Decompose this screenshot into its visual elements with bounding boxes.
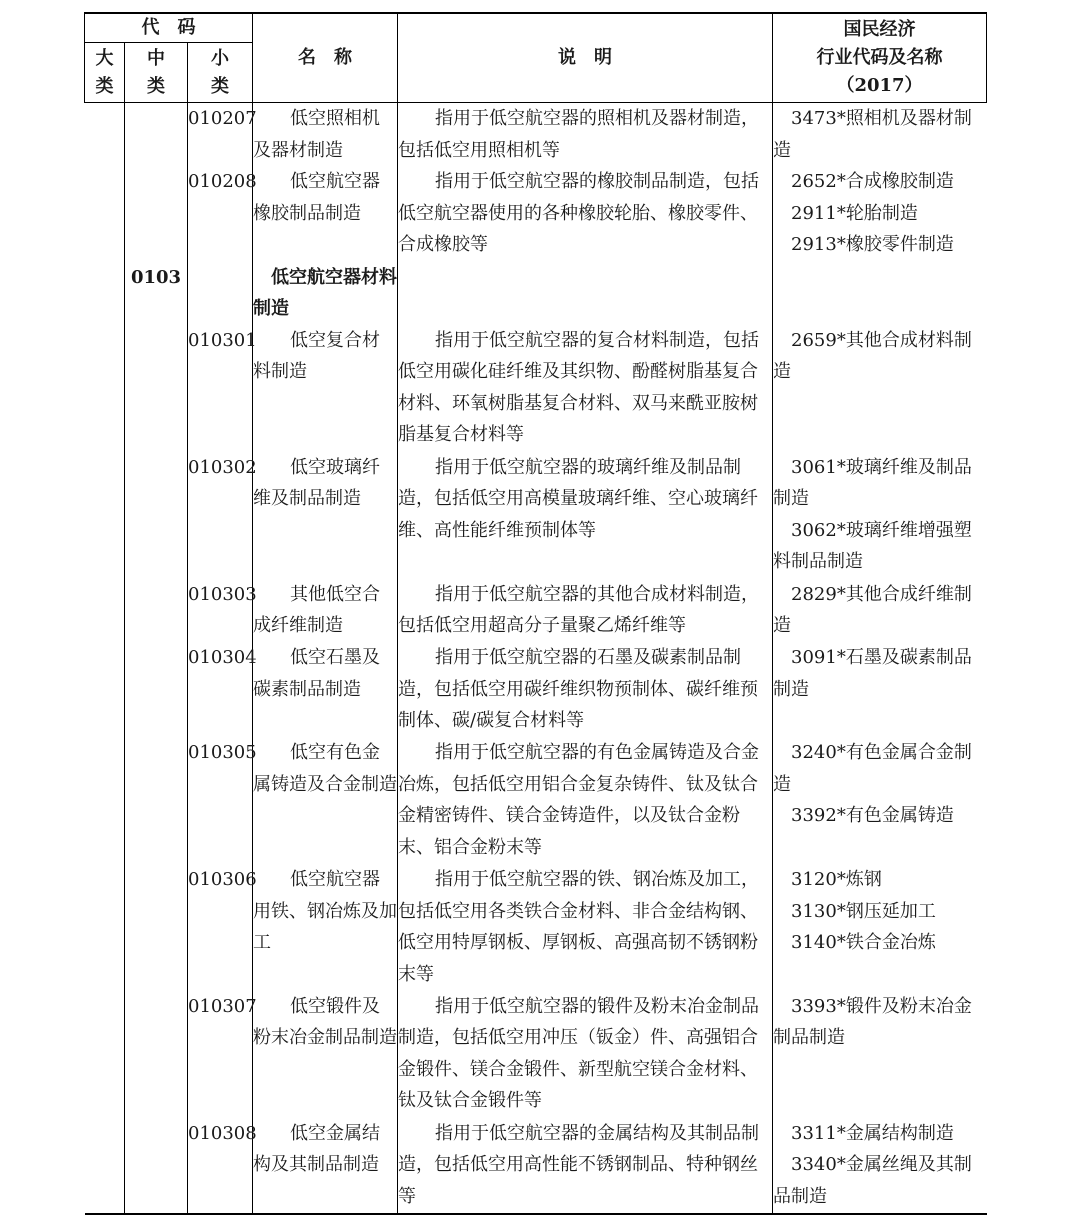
header-code-group: 代 码 — [85, 13, 253, 43]
guomin-ref: 3393*锻件及粉末冶金制品制造 — [773, 995, 972, 1049]
header-guomin — [773, 13, 987, 103]
cell-desc: 指用于低空航空器的玻璃纤维及制品制造，包括低空用高模量玻璃纤维、空心玻璃纤维、高性能纤维预制体等 — [398, 452, 773, 579]
table-row — [85, 864, 987, 991]
table-row — [85, 642, 987, 737]
table-row-mid — [85, 262, 987, 325]
cell-guomin — [773, 642, 987, 737]
cell-zhonglei — [125, 579, 188, 642]
header-char: 类 — [147, 75, 165, 97]
guomin-ref: 3120*炼钢 — [791, 869, 882, 891]
cell-zhonglei — [125, 103, 188, 167]
cell-desc: 指用于低空航空器的有色金属铸造及合金冶炼，包括低空用铝合金复杂铸件、钛及钛合金精密铸件、镁合金铸造件，以及钛合金粉末、铝合金粉末等 — [398, 737, 773, 864]
cell-xiaolei: 010208 — [188, 166, 253, 261]
cell-xiaolei: 010301 — [188, 325, 253, 452]
header-char: 大 — [95, 47, 114, 69]
header-guomin-line: （2017） — [836, 75, 923, 96]
cell-name: 低空金属结构及其制品制造 — [253, 1118, 398, 1213]
cell-zhonglei: 0103 — [125, 262, 188, 325]
cell-dalei — [85, 864, 125, 991]
cell-zhonglei — [125, 737, 188, 864]
cell-xiaolei: 010302 — [188, 452, 253, 579]
header-guomin-line: 国民经济 — [843, 19, 916, 40]
cell-name: 低空照相机及器材制造 — [253, 103, 398, 167]
guomin-ref: 3340*金属丝绳及其制品制造 — [773, 1154, 972, 1207]
cell-guomin — [773, 166, 987, 261]
cell-zhonglei — [125, 452, 188, 579]
cell-dalei — [85, 103, 125, 167]
guomin-ref: 3130*钢压延加工 — [791, 900, 936, 922]
cell-dalei — [85, 325, 125, 452]
cell-guomin — [773, 864, 987, 991]
cell-name: 低空复合材料制造 — [253, 325, 398, 452]
table-row — [85, 579, 987, 642]
cell-guomin — [773, 737, 987, 864]
cell-dalei — [85, 642, 125, 737]
cell-desc: 指用于低空航空器的复合材料制造，包括低空用碳化硅纤维及其织物、酚醛树脂基复合材料、环氧树脂基复合材料、双马来酰亚胺树脂基复合材料等 — [398, 325, 773, 452]
cell-name: 低空玻璃纤维及制品制造 — [253, 452, 398, 579]
cell-name: 低空航空器橡胶制品制造 — [253, 166, 398, 261]
guomin-ref: 3091*石墨及碳素制品制造 — [773, 647, 972, 700]
filler-cell — [398, 1213, 773, 1214]
cell-xiaolei: 010304 — [188, 642, 253, 737]
guomin-ref: 3061*玻璃纤维及制品制造 — [773, 456, 972, 510]
cell-zhonglei — [125, 166, 188, 261]
cell-zhonglei — [125, 991, 188, 1118]
cell-desc: 指用于低空航空器的锻件及粉末冶金制品制造，包括低空用冲压（钣金）件、高强铝合金锻件、镁合金锻件、新型航空镁合金材料、钛及钛合金锻件等 — [398, 991, 773, 1118]
filler-cell — [85, 1213, 125, 1214]
cell-desc: 指用于低空航空器的其他合成材料制造，包括低空用超高分子量聚乙烯纤维等 — [398, 579, 773, 642]
cell-desc: 指用于低空航空器的铁、钢冶炼及加工，包括低空用各类铁合金材料、非合金结构钢、低空用特厚钢板、厚钢板、高强高韧不锈钢粉末等 — [398, 864, 773, 991]
cell-dalei — [85, 1118, 125, 1213]
cell-name: 低空航空器材料制造 — [253, 262, 398, 325]
cell-xiaolei — [188, 262, 253, 325]
filler-cell — [125, 1213, 188, 1214]
filler-cell — [188, 1213, 253, 1214]
table-row — [85, 737, 987, 864]
cell-desc: 指用于低空航空器的金属结构及其制品制造，包括低空用高性能不锈钢制品、特种钢丝等 — [398, 1118, 773, 1213]
cell-name: 低空石墨及碳素制品制造 — [253, 642, 398, 737]
table-row — [85, 166, 987, 261]
cell-zhonglei — [125, 325, 188, 452]
cell-desc: 指用于低空航空器的石墨及碳素制品制造，包括低空用碳纤维织物预制体、碳纤维预制体、碳/碳复合材料等 — [398, 642, 773, 737]
guomin-ref: 2911*轮胎制造 — [791, 202, 918, 224]
guomin-ref: 3392*有色金属铸造 — [791, 805, 954, 827]
cell-desc — [398, 262, 773, 325]
table-body — [85, 103, 987, 1215]
table-filler-row — [85, 1213, 987, 1214]
table-row — [85, 1118, 987, 1213]
header-char: 中 — [147, 47, 165, 69]
cell-guomin — [773, 262, 987, 325]
guomin-ref: 2652*合成橡胶制造 — [791, 171, 954, 193]
guomin-ref: 3473*照相机及器材制造 — [773, 108, 972, 161]
header-desc: 说 明 — [398, 13, 773, 103]
cell-zhonglei — [125, 864, 188, 991]
header-dalei — [85, 43, 125, 103]
header-char: 类 — [95, 75, 114, 97]
cell-guomin — [773, 452, 987, 579]
header-char: 小 — [211, 47, 229, 69]
cell-guomin — [773, 579, 987, 642]
cell-dalei — [85, 452, 125, 579]
cell-zhonglei — [125, 1118, 188, 1213]
guomin-ref: 2829*其他合成纤维制造 — [773, 583, 972, 637]
cell-dalei — [85, 991, 125, 1118]
cell-xiaolei: 010307 — [188, 991, 253, 1118]
guomin-ref: 2913*橡胶零件制造 — [791, 234, 954, 256]
header-zhonglei — [125, 43, 188, 103]
filler-cell — [773, 1213, 987, 1214]
cell-guomin — [773, 325, 987, 452]
table-row — [85, 991, 987, 1118]
cell-guomin — [773, 991, 987, 1118]
table-header — [85, 13, 987, 103]
cell-guomin — [773, 1118, 987, 1213]
classification-table — [84, 12, 987, 1215]
cell-name: 其他低空合成纤维制造 — [253, 579, 398, 642]
cell-dalei — [85, 737, 125, 864]
cell-zhonglei — [125, 642, 188, 737]
cell-xiaolei: 010305 — [188, 737, 253, 864]
cell-xiaolei: 010207 — [188, 103, 253, 167]
header-char: 类 — [211, 75, 229, 97]
cell-xiaolei: 010306 — [188, 864, 253, 991]
cell-dalei — [85, 166, 125, 261]
cell-desc: 指用于低空航空器的橡胶制品制造，包括低空航空器使用的各种橡胶轮胎、橡胶零件、合成橡胶等 — [398, 166, 773, 261]
table-row — [85, 452, 987, 579]
table-row — [85, 325, 987, 452]
cell-name: 低空锻件及粉末冶金制品制造 — [253, 991, 398, 1118]
cell-dalei — [85, 262, 125, 325]
guomin-ref: 3140*铁合金冶炼 — [791, 932, 936, 954]
guomin-ref: 2659*其他合成材料制造 — [773, 329, 972, 383]
cell-desc: 指用于低空航空器的照相机及器材制造，包括低空用照相机等 — [398, 103, 773, 167]
guomin-ref: 3062*玻璃纤维增强塑料制品制造 — [773, 519, 972, 573]
header-name: 名 称 — [253, 13, 398, 103]
filler-cell — [253, 1213, 398, 1214]
cell-guomin — [773, 103, 987, 167]
guomin-ref: 3311*金属结构制造 — [791, 1122, 954, 1144]
cell-xiaolei: 010308 — [188, 1118, 253, 1213]
cell-xiaolei: 010303 — [188, 579, 253, 642]
cell-name: 低空航空器用铁、钢冶炼及加工 — [253, 864, 398, 991]
guomin-ref: 3240*有色金属合金制造 — [773, 742, 972, 795]
header-xiaolei — [188, 43, 253, 103]
cell-dalei — [85, 579, 125, 642]
table-row — [85, 103, 987, 167]
header-guomin-line: 行业代码及名称 — [816, 47, 943, 68]
cell-name: 低空有色金属铸造及合金制造 — [253, 737, 398, 864]
